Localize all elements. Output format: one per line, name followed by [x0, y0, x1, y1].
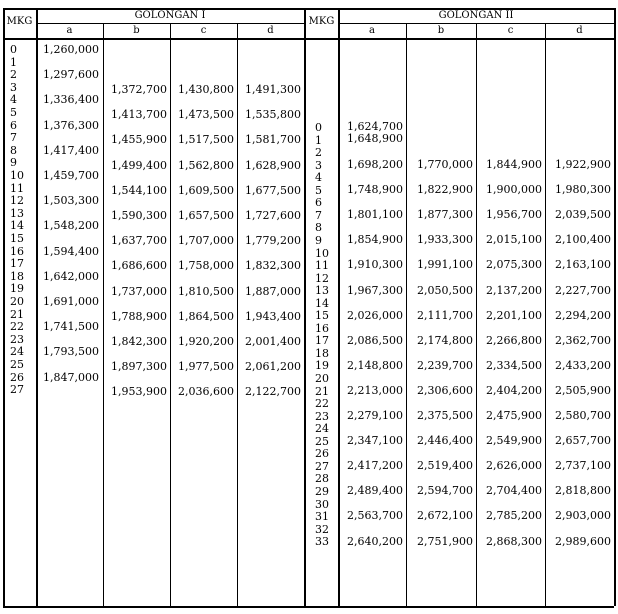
salary-cell: 1,844,900 — [486, 158, 542, 171]
salary-cell: 1,822,900 — [417, 183, 473, 197]
salary-cell: 1,691,000 — [43, 295, 99, 308]
salary-cell: 2,111,700 — [417, 308, 473, 322]
mkg-value: 3 — [315, 158, 322, 172]
mkg-value: 27 — [315, 459, 329, 473]
salary-cell: 1,748,900 — [347, 183, 403, 197]
mkg-value: 31 — [315, 510, 329, 524]
mkg-value: 15 — [315, 309, 329, 323]
salary-cell: 2,100,400 — [555, 233, 611, 247]
mkg-value: 23 — [10, 332, 24, 346]
salary-cell: 1,297,600 — [43, 68, 99, 82]
salary-cell: 2,903,000 — [555, 509, 611, 523]
salary-cell: 2,989,600 — [555, 534, 611, 548]
mkg-value: 21 — [10, 307, 24, 321]
mkg-value: 18 — [315, 346, 329, 360]
salary-cell: 2,061,200 — [245, 360, 301, 374]
salary-cell: 2,519,400 — [417, 459, 473, 473]
salary-cell: 2,672,100 — [417, 509, 473, 523]
mkg-value: 19 — [10, 282, 24, 296]
mkg-value: 24 — [315, 422, 329, 436]
salary-cell: 1,459,700 — [43, 169, 99, 182]
salary-cell: 1,922,900 — [555, 158, 611, 171]
mkg-value: 4 — [315, 171, 322, 185]
mkg-value: 19 — [315, 359, 329, 373]
sub-header-a: a — [369, 25, 375, 36]
salary-cell: 2,239,700 — [417, 358, 473, 372]
mkg-value: 20 — [315, 372, 329, 385]
salary-cell: 1,832,300 — [245, 259, 301, 273]
salary-cell: 2,489,400 — [347, 484, 403, 498]
salary-cell: 1,590,300 — [111, 209, 167, 222]
mkg-value: 6 — [10, 118, 17, 132]
salary-cell: 1,793,500 — [43, 345, 99, 359]
mkg-value: 2 — [10, 68, 17, 82]
salary-cell: 2,266,800 — [486, 333, 542, 347]
mkg-value: 12 — [10, 194, 24, 208]
salary-cell: 1,900,000 — [486, 183, 542, 197]
salary-cell: 2,505,900 — [555, 383, 611, 397]
mkg-value: 20 — [10, 295, 24, 308]
salary-cell: 1,260,000 — [43, 43, 99, 56]
salary-cell: 2,868,300 — [486, 534, 542, 548]
salary-cell: 2,446,400 — [417, 434, 473, 448]
mkg-value: 6 — [315, 196, 322, 210]
salary-cell: 1,698,200 — [347, 158, 403, 171]
group2-header: GOLONGAN II — [438, 10, 514, 21]
mkg-value: 17 — [315, 334, 329, 348]
sub-header-c: c — [200, 25, 207, 36]
sub-header-d: d — [267, 25, 274, 36]
mkg-value: 24 — [10, 345, 24, 359]
salary-cell: 1,864,500 — [178, 309, 234, 323]
salary-cell: 1,953,900 — [111, 385, 167, 399]
salary-cell: 2,704,400 — [486, 484, 542, 498]
salary-cell: 1,770,000 — [417, 158, 473, 171]
mkg-value: 10 — [315, 246, 329, 260]
mkg-value: 17 — [10, 257, 24, 271]
salary-cell: 2,306,600 — [417, 383, 473, 397]
salary-cell: 2,137,200 — [486, 283, 542, 297]
mkg-value: 4 — [10, 93, 17, 107]
salary-cell: 1,737,000 — [111, 284, 167, 298]
mkg-value: 28 — [315, 472, 329, 486]
salary-cell: 2,334,500 — [486, 358, 542, 372]
salary-cell: 1,801,100 — [347, 208, 403, 222]
mkg-value: 16 — [315, 321, 329, 335]
salary-cell: 1,956,700 — [486, 208, 542, 222]
salary-cell: 1,581,700 — [245, 133, 301, 147]
salary-cell: 2,163,100 — [555, 258, 611, 272]
salary-cell: 1,933,300 — [417, 233, 473, 247]
sub-header-d: d — [576, 25, 583, 36]
salary-cell: 1,788,900 — [111, 309, 167, 323]
mkg-value: 14 — [315, 296, 329, 310]
mkg-value: 7 — [10, 131, 17, 145]
salary-cell: 1,594,400 — [43, 244, 99, 258]
mkg-value: 11 — [10, 181, 24, 195]
salary-cell: 2,375,500 — [417, 409, 473, 422]
salary-cell: 1,372,700 — [111, 83, 167, 96]
mkg-value: 1 — [315, 133, 322, 147]
salary-cell: 1,499,400 — [111, 158, 167, 172]
mkg-value: 7 — [315, 208, 322, 222]
salary-cell: 2,294,200 — [555, 308, 611, 322]
salary-cell: 2,122,700 — [245, 385, 301, 399]
salary-cell: 1,977,500 — [178, 360, 234, 374]
salary-cell: 1,628,900 — [245, 158, 301, 172]
right-border — [614, 8, 616, 606]
sub-header-a: a — [66, 25, 73, 36]
salary-cell: 1,376,300 — [43, 118, 99, 132]
group1-header: GOLONGAN I — [134, 10, 206, 21]
salary-cell: 1,491,300 — [245, 83, 301, 96]
salary-cell: 1,910,300 — [347, 258, 403, 272]
salary-cell: 2,580,700 — [555, 409, 611, 422]
salary-cell: 1,562,800 — [178, 158, 234, 172]
mkg-value: 12 — [315, 271, 329, 285]
salary-cell: 2,213,000 — [347, 383, 403, 397]
salary-cell: 1,686,600 — [111, 259, 167, 273]
mkg-value: 13 — [315, 284, 329, 298]
salary-cell: 2,818,800 — [555, 484, 611, 498]
salary-cell: 1,609,500 — [178, 183, 234, 197]
mkg-header: MKG — [308, 16, 335, 27]
salary-cell: 1,637,700 — [111, 234, 167, 248]
mkg-value: 21 — [315, 384, 329, 398]
mkg-value: 5 — [10, 106, 17, 119]
header-bottom-border — [3, 38, 614, 40]
left-border — [3, 8, 5, 606]
mkg-value: 11 — [315, 259, 329, 273]
salary-cell: 2,279,100 — [347, 409, 403, 422]
table-bottom-border — [3, 606, 614, 608]
salary-cell: 1,707,000 — [178, 234, 234, 248]
salary-cell: 2,347,100 — [347, 434, 403, 448]
salary-cell: 1,897,300 — [111, 360, 167, 374]
group-divider — [304, 8, 306, 606]
salary-cell: 1,727,600 — [245, 209, 301, 222]
mkg-value: 14 — [10, 219, 24, 233]
mkg-value: 15 — [10, 232, 24, 245]
mkg-value: 26 — [10, 370, 24, 384]
salary-cell: 2,433,200 — [555, 358, 611, 372]
salary-cell: 1,430,800 — [178, 83, 234, 96]
salary-cell: 1,544,100 — [111, 183, 167, 197]
salary-cell: 2,036,600 — [178, 385, 234, 399]
salary-cell: 2,086,500 — [347, 333, 403, 347]
mkg-value: 5 — [315, 183, 322, 197]
mkg-value: 26 — [315, 447, 329, 461]
salary-cell: 1,503,300 — [43, 194, 99, 208]
sub-header-c: c — [507, 25, 514, 36]
salary-cell: 1,657,500 — [178, 209, 234, 222]
mkg-value: 9 — [315, 233, 322, 247]
salary-cell: 2,039,500 — [555, 208, 611, 222]
mkg-value: 25 — [315, 434, 329, 448]
salary-cell: 1,473,500 — [178, 108, 234, 122]
salary-cell: 1,854,900 — [347, 233, 403, 247]
salary-cell: 2,001,400 — [245, 335, 301, 348]
salary-cell: 2,201,100 — [486, 308, 542, 322]
salary-cell: 2,148,800 — [347, 358, 403, 372]
mkg-value: 3 — [10, 80, 17, 94]
mkg-value: 32 — [315, 522, 329, 536]
salary-cell: 1,677,500 — [245, 183, 301, 197]
salary-cell: 2,417,200 — [347, 459, 403, 473]
salary-cell: 1,758,000 — [178, 259, 234, 273]
mkg-value: 16 — [10, 244, 24, 258]
salary-cell: 1,741,500 — [43, 320, 99, 334]
salary-cell: 2,640,200 — [347, 534, 403, 548]
salary-cell: 1,336,400 — [43, 93, 99, 107]
salary-cell: 2,594,700 — [417, 484, 473, 498]
salary-cell: 1,535,800 — [245, 108, 301, 122]
salary-cell: 2,475,900 — [486, 409, 542, 422]
salary-cell: 2,563,700 — [347, 509, 403, 523]
salary-cell: 1,548,200 — [43, 219, 99, 233]
salary-cell: 2,404,200 — [486, 383, 542, 397]
mkg-value: 27 — [10, 383, 24, 397]
salary-cell: 1,810,500 — [178, 284, 234, 298]
salary-cell: 2,362,700 — [555, 333, 611, 347]
mkg-value: 10 — [10, 169, 24, 182]
mkg-value: 0 — [315, 121, 322, 134]
mkg-value: 8 — [315, 221, 322, 235]
salary-cell: 1,455,900 — [111, 133, 167, 147]
salary-cell: 1,417,400 — [43, 143, 99, 157]
mkg-value: 25 — [10, 358, 24, 371]
salary-cell: 2,015,100 — [486, 233, 542, 247]
salary-cell: 1,920,200 — [178, 335, 234, 348]
salary-cell: 1,642,000 — [43, 269, 99, 283]
salary-cell: 1,967,300 — [347, 283, 403, 297]
mkg-value: 2 — [315, 146, 322, 160]
salary-cell: 2,174,800 — [417, 333, 473, 347]
mkg-value: 9 — [10, 156, 17, 170]
sub-header-b: b — [133, 25, 140, 36]
mkg-value: 8 — [10, 143, 17, 157]
salary-cell: 2,737,100 — [555, 459, 611, 473]
salary-cell: 1,779,200 — [245, 234, 301, 248]
mkg-value: 29 — [315, 484, 329, 498]
salary-cell: 2,227,700 — [555, 283, 611, 297]
salary-cell: 2,549,900 — [486, 434, 542, 448]
salary-cell: 2,657,700 — [555, 434, 611, 448]
mkg-value: 1 — [10, 55, 17, 69]
mkg-value: 33 — [315, 535, 329, 549]
mkg-value: 13 — [10, 206, 24, 220]
salary-cell: 1,413,700 — [111, 108, 167, 122]
salary-cell: 1,991,100 — [417, 258, 473, 272]
salary-cell: 1,887,000 — [245, 284, 301, 298]
salary-cell: 1,842,300 — [111, 335, 167, 348]
salary-cell: 1,980,300 — [555, 183, 611, 197]
mkg-value: 22 — [315, 397, 329, 411]
salary-cell: 2,751,900 — [417, 534, 473, 548]
salary-cell: 1,517,500 — [178, 133, 234, 147]
salary-cell: 1,648,900 — [347, 132, 403, 145]
salary-cell: 2,075,300 — [486, 258, 542, 272]
salary-cell: 1,847,000 — [43, 370, 99, 384]
mkg-header: MKG — [6, 16, 33, 27]
mkg-value: 30 — [315, 497, 329, 511]
mkg-value: 18 — [10, 269, 24, 283]
salary-cell: 1,624,700 — [347, 120, 403, 133]
mkg-value: 23 — [315, 409, 329, 423]
salary-cell: 2,626,000 — [486, 459, 542, 473]
salary-cell: 2,050,500 — [417, 283, 473, 297]
salary-cell: 2,026,000 — [347, 308, 403, 322]
mkg-value: 0 — [10, 43, 17, 56]
salary-cell: 1,877,300 — [417, 208, 473, 222]
mkg-value: 22 — [10, 320, 24, 334]
salary-cell: 2,785,200 — [486, 509, 542, 523]
salary-cell: 1,943,400 — [245, 309, 301, 323]
sub-header-b: b — [437, 25, 445, 36]
